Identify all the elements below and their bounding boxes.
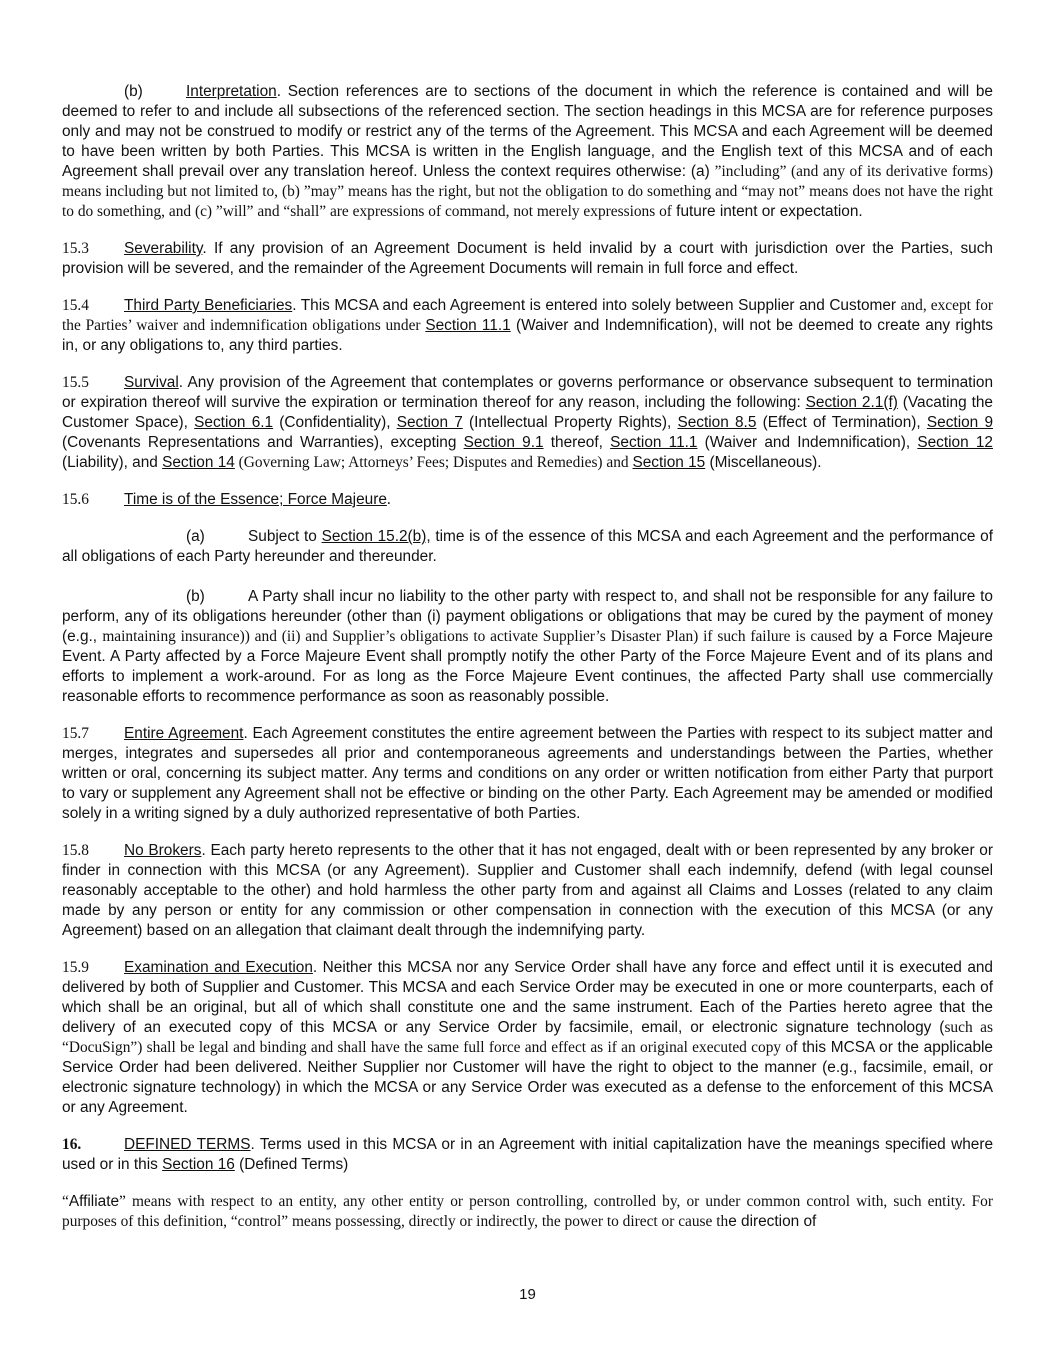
- section-15-7: 15.7 Entire Agreement. Each Agreement constitutes the entire agreement between the Parties with respect to its subject matter and merges, integrates and supersedes all prior and contemporaneous agreements and understandings between the Parties, whether written or oral, concerning its subject matter. Any terms and conditions on any order or written notification from either Party that purport to vary or supplement any Agreement shall not be effective or binding on the other Party. Each Agreement may be amended or modified solely in a writing signed by a duly authorized representative of both Parties.: [62, 725, 993, 822]
- section-reference: Section 15: [632, 454, 706, 471]
- section-15-9: 15.9 Examination and Execution. Neither this MCSA nor any Service Order shall have any force and effect until it is executed and delivered by both of Supplier and Customer. This MCSA and each Service Order may be executed in one or more counterparts, each of which shall be an original, but all of which shall constitute one and the same instrument. Each of the Parties hereto agree that the delivery of an executed copy of this MCSA or any Service Order by facsimile, email, or electronic signature technology (such as “DocuSign”) shall be legal and binding and shall have the same full force and effect as if an original executed copy of this MCSA or the applicable Service Order had been delivered. Neither Supplier nor Customer will have the right to object to the manner (e.g., facsimile, email, or electronic signature technology) in which the MCSA or any Service Order was executed as a defense to the enforcement of this MCSA or any Agreement.: [62, 959, 993, 1116]
- section-reference: Section 6.1: [194, 414, 274, 431]
- heading-entire-agreement: Entire Agreement: [124, 725, 244, 742]
- section-15-4: 15.4 Third Party Beneficiaries. This MCSA and each Agreement is entered into solely between Supplier and Customer and, except for the Parties’ waiver and indemnification obligations under Section 11.1 (Waiver and Indemnification), will not be deemed to create any rights in, or any obligations to, any third parties.: [62, 297, 994, 354]
- heading-third-party-beneficiaries: Third Party Beneficiaries: [124, 297, 293, 314]
- heading-survival: Survival: [124, 374, 179, 391]
- page-number: 19: [519, 1286, 536, 1303]
- section-reference: Section 12: [917, 434, 993, 451]
- section-reference: Section 11.1: [610, 434, 698, 451]
- section-reference: Section 11.1: [425, 317, 511, 334]
- defined-term: Affiliate: [68, 1193, 120, 1210]
- section-number: 15.5: [62, 374, 89, 391]
- section-15-6-a: (a) Subject to Section 15.2(b), time is of the essence of this MCSA and each Agreement and the performance of all obligations of each Party hereunder and thereunder.: [62, 528, 993, 565]
- heading-no-brokers: No Brokers: [124, 842, 202, 859]
- definition-affiliate: “Affiliate” means with respect to an entity, any other entity or person controlling, controlled by, or under common control with, such entity. For purposes of this definition, “control” means possessing, directly or indirectly, the power to direct or cause the direction of: [62, 1193, 993, 1230]
- section-number: 15.7: [62, 725, 89, 742]
- section-reference: Section 8.5: [677, 414, 757, 431]
- section-16: 16. DEFINED TERMS. Terms used in this MCSA or in an Agreement with initial capitalization have the meanings specified where used or in this Section 16 (Defined Terms): [62, 1136, 993, 1173]
- heading-defined-terms: DEFINED TERMS: [124, 1136, 251, 1153]
- heading-time-essence-force-majeure: Time is of the Essence; Force Majeure: [124, 491, 387, 508]
- section-reference: Section 9.1: [463, 434, 544, 451]
- item-label: (a): [186, 528, 205, 545]
- section-number: 16.: [62, 1136, 82, 1153]
- heading-interpretation: Interpretation: [186, 83, 277, 100]
- section-reference: Section 9: [926, 414, 993, 431]
- section-reference: Section 7: [396, 414, 463, 431]
- item-label: (b): [124, 83, 143, 100]
- section-reference: Section 2.1(f): [805, 394, 898, 411]
- section-number: 15.4: [62, 297, 89, 314]
- section-15-5: 15.5 Survival. Any provision of the Agreement that contemplates or governs performance or observance subsequent to termination or expiration thereof will survive the expiration or termination thereof for any reason, including the following: Section 2.1(f) (Vacating the Customer Space), Section 6.1 (Confidentiality), Section 7 (Intellectual Property Rights), Section 8.5 (Effect of Termination), Section 9 (Covenants Representations and Warranties), excepting Section 9.1 thereof, Section 11.1 (Waiver and Indemnification), Section 12 (Liability), and Section 14 (Governing Law; Attorneys’ Fees; Disputes and Remedies) and Section 15 (Miscellaneous).: [62, 374, 993, 471]
- section-15-3: 15.3 Severability. If any provision of an Agreement Document is held invalid by a court with jurisdiction over the Parties, such provision will be severed, and the remainder of the Agreement Documents will remain in full force and effect.: [62, 240, 993, 277]
- paragraph-b-interpretation: (b) Interpretation. Section references are to sections of the document in which the reference is contained and will be deemed to refer to and include all subsections of the referenced section. The section headings in this MCSA are for reference purposes only and may not be construed to modify or restrict any of the terms of the Agreement. This MCSA and each Agreement will be deemed to have been written by both Parties. This MCSA is written in the English language, and the English text of this MCSA and of each Agreement shall prevail over any translation hereof. Unless the context requires otherwise: (a) ”including” (and any of its derivative forms) means including but not limited to, (b) ”may” means has the right, but not the obligation to do something and “may not” means does not have the right to do something, and (c) ”will” and “shall” are expressions of command, not merely expressions of future intent or expectation.: [62, 83, 993, 220]
- item-label: (b): [186, 588, 205, 605]
- section-15-8: 15.8 No Brokers. Each party hereto represents to the other that it has not engaged, dealt with or been represented by any broker or finder in connection with this MCSA (or any Agreement). Supplier and Customer shall each indemnify, defend (with legal counsel reasonably acceptable to the other) and hold harmless the other party from and against all Claims and Losses (related to any claim made by any person or entity for any commission or other compensation in connection with the execution of this MCSA (or any Agreement) based on an allegation that claimant dealt through the indemnifying party.: [62, 842, 993, 939]
- section-number: 15.9: [62, 959, 89, 976]
- heading-examination-execution: Examination and Execution: [124, 959, 313, 976]
- heading-severability: Severability: [124, 240, 203, 257]
- section-reference: Section 16: [162, 1156, 235, 1173]
- section-number: 15.6: [62, 491, 89, 508]
- section-15-6-b: (b) A Party shall incur no liability to the other party with respect to, and shall not be responsible for any failure to perform, any of its obligations hereunder (other than (i) payment obligations or obligations that may be cured by the payment of money (e.g., maintaining insurance)) and (ii) and Supplier’s obligations to activate Supplier’s Disaster Plan) if such failure is caused by a Force Majeure Event. A Party affected by a Force Majeure Event shall promptly notify the other Party of the Force Majeure Event and of its plans and efforts to implement a work-around. For as long as the Force Majeure Event continues, the affected Party shall use commercially reasonable efforts to recommence performance as soon as reasonably possible.: [62, 588, 993, 705]
- section-number: 15.8: [62, 842, 89, 859]
- section-15-6: 15.6 Time is of the Essence; Force Majeure.: [62, 491, 391, 508]
- section-reference: Section 14: [162, 454, 235, 471]
- section-number: 15.3: [62, 240, 89, 257]
- section-reference: Section 15.2(b),: [321, 528, 431, 545]
